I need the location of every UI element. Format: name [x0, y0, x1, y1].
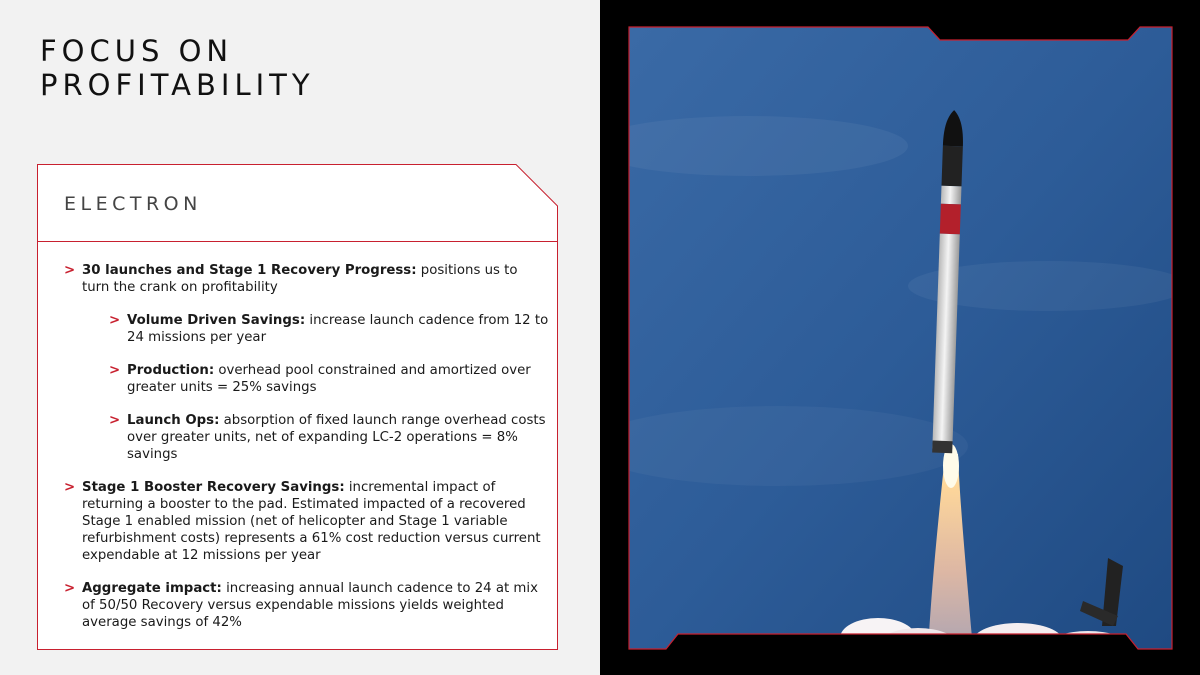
chevron-icon: > [109, 413, 121, 428]
sub-bullet-item [109, 312, 552, 346]
bullet-text: increasing annual launch cadence to 24 at mix of 50/50 Recovery versus expendable missions yields weighted average savings of 42% [82, 581, 538, 630]
bullet-label: Launch Ops: [127, 413, 220, 428]
bullet-label: Production: [127, 363, 215, 378]
bullet-text: incremental impact of returning a booster to the pad. Estimated impacted of a recovered Stage 1 enabled mission (net of helicopter and Stage 1 variable refurbishment costs) represents a 61% cost reduction versus current expendable at 12 missions per year [82, 480, 541, 563]
bullet-text: absorption of fixed launch range overhead costs over greater units, net of expanding LC-2 operations = 8% savings [127, 413, 546, 462]
card-heading: ELECTRON [64, 193, 202, 215]
chevron-icon: > [109, 363, 121, 378]
sub-bullet-item [109, 412, 552, 463]
chevron-icon: > [64, 263, 76, 278]
bullet-text: positions us to turn the crank on profitability [82, 263, 518, 295]
bullet-item [64, 580, 544, 631]
rocket-launch-illustration [628, 26, 1173, 650]
bullet-label: Volume Driven Savings: [127, 313, 306, 328]
bullet-label: Stage 1 Booster Recovery Savings: [82, 480, 345, 495]
page-title: FOCUS ON PROFITABILITY [40, 34, 315, 102]
bullet-text: increase launch cadence from 12 to 24 missions per year [127, 313, 549, 345]
chevron-icon: > [64, 480, 76, 495]
chevron-icon: > [109, 313, 121, 328]
bullet-label: 30 launches and Stage 1 Recovery Progress: [82, 263, 417, 278]
chevron-icon: > [64, 581, 76, 596]
bullet-label: Aggregate impact: [82, 581, 222, 596]
bullet-item [64, 262, 544, 296]
bullet-item [64, 479, 544, 564]
rocket-launch-photo [628, 26, 1173, 650]
sub-bullet-item [109, 362, 552, 396]
bullet-list [64, 262, 549, 647]
bullet-text: overhead pool constrained and amortized over greater units = 25% savings [127, 363, 531, 395]
